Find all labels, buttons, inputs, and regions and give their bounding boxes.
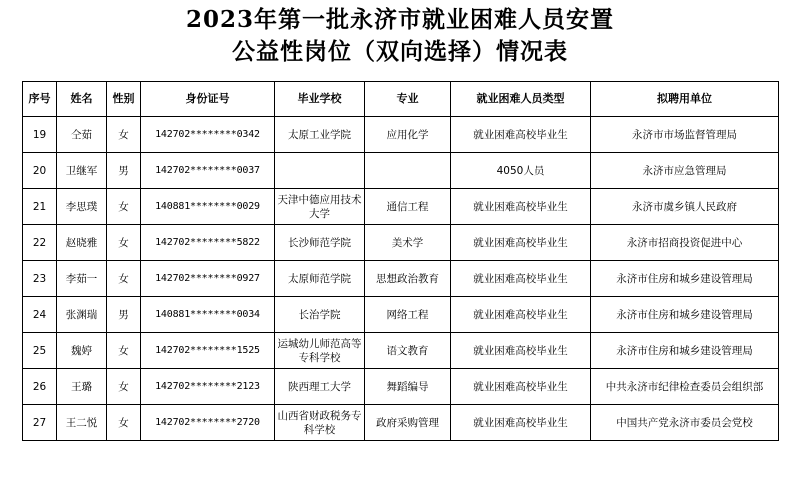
cell-id-number: 142702********5822 [141, 225, 275, 261]
cell-gender: 女 [107, 261, 141, 297]
cell-school: 太原工业学院 [275, 117, 365, 153]
cell-unit: 永济市市场监督管理局 [591, 117, 779, 153]
cell-unit: 永济市住房和城乡建设管理局 [591, 333, 779, 369]
cell-name: 卫继军 [57, 153, 107, 189]
header-name: 姓名 [57, 82, 107, 117]
cell-school: 太原师范学院 [275, 261, 365, 297]
cell-major: 语文教育 [365, 333, 451, 369]
cell-name: 仝茹 [57, 117, 107, 153]
cell-school: 运城幼儿师范高等专科学校 [275, 333, 365, 369]
table-row [23, 405, 779, 441]
cell-type: 就业困难高校毕业生 [451, 405, 591, 441]
cell-id-number: 142702********0342 [141, 117, 275, 153]
cell-major: 思想政治教育 [365, 261, 451, 297]
cell-name: 张渊瑞 [57, 297, 107, 333]
cell-seq: 26 [23, 369, 57, 405]
cell-school: 天津中德应用技术大学 [275, 189, 365, 225]
cell-id-number: 140881********0034 [141, 297, 275, 333]
header-seq: 序号 [23, 82, 57, 117]
cell-type: 就业困难高校毕业生 [451, 369, 591, 405]
cell-seq: 27 [23, 405, 57, 441]
cell-gender: 女 [107, 117, 141, 153]
header-major: 专业 [365, 82, 451, 117]
placement-table [22, 81, 779, 441]
cell-type: 就业困难高校毕业生 [451, 117, 591, 153]
cell-gender: 男 [107, 153, 141, 189]
table-row [23, 117, 779, 153]
cell-name: 魏婷 [57, 333, 107, 369]
table-row [23, 189, 779, 225]
cell-type: 就业困难高校毕业生 [451, 189, 591, 225]
cell-type: 就业困难高校毕业生 [451, 225, 591, 261]
table-row [23, 153, 779, 189]
cell-school: 山西省财政税务专科学校 [275, 405, 365, 441]
cell-gender: 女 [107, 333, 141, 369]
cell-id-number: 142702********2123 [141, 369, 275, 405]
cell-seq: 23 [23, 261, 57, 297]
cell-id-number: 142702********1525 [141, 333, 275, 369]
cell-school: 长治学院 [275, 297, 365, 333]
cell-major: 应用化学 [365, 117, 451, 153]
cell-unit: 永济市应急管理局 [591, 153, 779, 189]
cell-id-number: 142702********0037 [141, 153, 275, 189]
cell-school: 长沙师范学院 [275, 225, 365, 261]
cell-seq: 21 [23, 189, 57, 225]
header-id-number: 身份证号 [141, 82, 275, 117]
cell-type: 就业困难高校毕业生 [451, 297, 591, 333]
header-gender: 性别 [107, 82, 141, 117]
cell-seq: 25 [23, 333, 57, 369]
cell-major: 通信工程 [365, 189, 451, 225]
cell-major [365, 153, 451, 189]
cell-name: 李思璞 [57, 189, 107, 225]
cell-school [275, 153, 365, 189]
cell-id-number: 142702********2720 [141, 405, 275, 441]
table-row [23, 297, 779, 333]
cell-gender: 男 [107, 297, 141, 333]
header-school: 毕业学校 [275, 82, 365, 117]
cell-name: 李茹一 [57, 261, 107, 297]
cell-type: 就业困难高校毕业生 [451, 261, 591, 297]
cell-seq: 22 [23, 225, 57, 261]
cell-unit: 永济市虞乡镇人民政府 [591, 189, 779, 225]
cell-seq: 24 [23, 297, 57, 333]
table-row [23, 333, 779, 369]
cell-unit: 中国共产党永济市委员会党校 [591, 405, 779, 441]
cell-major: 美术学 [365, 225, 451, 261]
header-unit: 拟聘用单位 [591, 82, 779, 117]
cell-name: 王二悦 [57, 405, 107, 441]
header-type: 就业困难人员类型 [451, 82, 591, 117]
cell-type: 4050人员 [451, 153, 591, 189]
cell-type: 就业困难高校毕业生 [451, 333, 591, 369]
cell-id-number: 140881********0029 [141, 189, 275, 225]
cell-gender: 女 [107, 225, 141, 261]
cell-major: 政府采购管理 [365, 405, 451, 441]
cell-name: 赵晓雅 [57, 225, 107, 261]
cell-gender: 女 [107, 369, 141, 405]
cell-unit: 永济市招商投资促进中心 [591, 225, 779, 261]
table-header-row [23, 82, 779, 117]
cell-id-number: 142702********0927 [141, 261, 275, 297]
document-title-line-1: 2023年第一批永济市就业困难人员安置 [185, 6, 614, 33]
cell-major: 网络工程 [365, 297, 451, 333]
table-row [23, 225, 779, 261]
cell-seq: 20 [23, 153, 57, 189]
cell-school: 陕西理工大学 [275, 369, 365, 405]
document-title-line-2: 公益性岗位（双向选择）情况表 [232, 38, 568, 65]
cell-name: 王璐 [57, 369, 107, 405]
cell-unit: 中共永济市纪律检查委员会组织部 [591, 369, 779, 405]
cell-major: 舞蹈编导 [365, 369, 451, 405]
cell-gender: 女 [107, 405, 141, 441]
cell-unit: 永济市住房和城乡建设管理局 [591, 297, 779, 333]
cell-seq: 19 [23, 117, 57, 153]
cell-gender: 女 [107, 189, 141, 225]
cell-unit: 永济市住房和城乡建设管理局 [591, 261, 779, 297]
table-row [23, 369, 779, 405]
table-row [23, 261, 779, 297]
